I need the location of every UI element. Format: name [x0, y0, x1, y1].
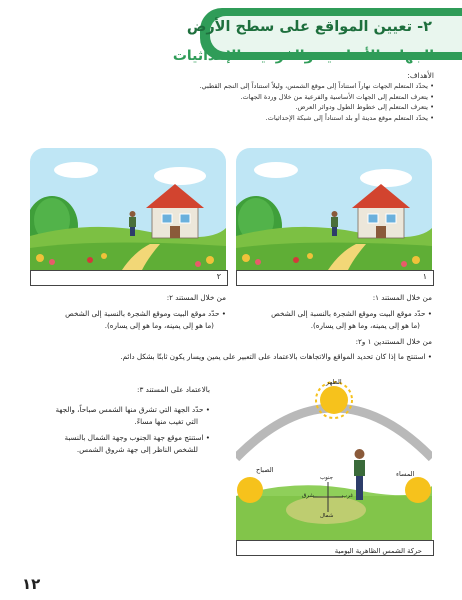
document-1-number: ١: [422, 272, 427, 281]
goal-item: • يحدّد المتعلم الجهات نهاراً استناداً إلى موقع الشمس، وليلاً استناداً إلى النجم القطبي.: [34, 81, 434, 92]
evening-label: المساء: [396, 470, 415, 478]
house-tree-person-scene-1: [236, 148, 432, 270]
document-2-illustration: [30, 148, 226, 270]
house-tree-person-scene-2: [30, 148, 226, 270]
page-number: ١٢: [22, 575, 41, 593]
goal-item: • يتعرف المتعلم إلى خطوط الطول ودوائر العرض.: [34, 102, 434, 113]
document-3-question-2: • استنتج موقع جهة الجنوب وجهة الشمال بالنسبة: [64, 432, 210, 443]
document-3-heading: بالاعتماد على المستند ٣:: [137, 385, 210, 394]
sun-path-scene: [236, 378, 432, 540]
goals-list: [34, 81, 434, 123]
noon-label: الظهر: [326, 378, 342, 386]
document-3-illustration: [236, 378, 432, 540]
document-1-question-cont: (ما هو إلى يمينه، وما هو إلى يساره).: [310, 321, 420, 330]
south-label: جنوب: [320, 475, 334, 481]
morning-label: الصباح: [256, 466, 274, 474]
document-3-question-1: • حدّد الجهة التي تشرق منها الشمس صباحاً، والجهة: [55, 404, 210, 415]
goals-label: الأهداف:: [407, 71, 434, 80]
document-2-heading: من خلال المستند ٢:: [166, 293, 226, 302]
east-label: شرق: [302, 493, 314, 499]
west-label: غرب: [342, 493, 354, 499]
document-3-question-1-cont: التي تغيب منها مساءً.: [134, 417, 198, 426]
document-2-question-cont: (ما هو إلى يمينه، وما هو إلى يساره).: [104, 321, 214, 330]
document-1-number-box: [236, 270, 434, 286]
document-1-heading: من خلال المستند ١:: [372, 293, 432, 302]
section-title: الجهات الأساسية والفرعية- الإحداثيات: [172, 48, 434, 64]
document-3-caption: حركة الشمس الظاهرية اليومية: [334, 547, 422, 555]
chapter-title: ٢- تعيين المواقع على سطح الأرض: [186, 19, 432, 35]
goal-item: • يحدّد المتعلم موقع مدينة أو بلد استناداً إلى شبكة الإحداثيات.: [34, 113, 434, 124]
chapter-header-inner: [186, 16, 462, 52]
document-2-number: ٢: [216, 272, 221, 281]
document-1-illustration: [236, 148, 432, 270]
document-2-question: • حدّد موقع البيت وموقع الشجرة بالنسبة إلى الشخص: [65, 308, 226, 319]
north-label: شمال: [320, 513, 334, 519]
documents-1-2-question: • استنتج ما إذا كان تحديد المواقع والاتجاهات بالاعتماد على التعبير على يمين ويسار يكون ثابتًا بشكل دائم.: [120, 351, 432, 362]
document-2-number-box: [30, 270, 228, 286]
document-3-question-2-cont: للشخص الناظر إلى جهة شروق الشمس.: [76, 445, 198, 454]
documents-1-2-heading: من خلال المستندين ١ و٢:: [355, 337, 432, 346]
document-1-question: • حدّد موقع البيت وموقع الشجرة بالنسبة إلى الشخص: [271, 308, 432, 319]
goal-item: • يتعرف المتعلم إلى الجهات الأساسية والفرعية من خلال وردة الجهات.: [34, 92, 434, 103]
